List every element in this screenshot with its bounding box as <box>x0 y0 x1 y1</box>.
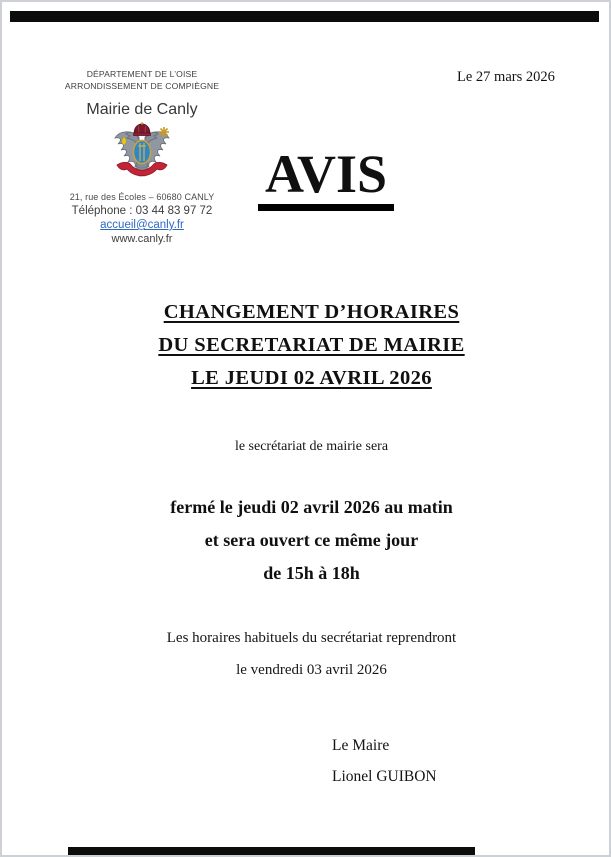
email-link[interactable]: accueil@canly.fr <box>100 218 184 231</box>
signature-role: Le Maire <box>332 737 390 754</box>
heading-line-2: DU SECRETARIAT DE MAIRIE <box>158 334 465 356</box>
followup-line-1: Les horaires habituels du secrétariat reprendront <box>166 630 457 646</box>
address-line: 21, rue des Écoles – 60680 CANLY <box>69 191 215 202</box>
website-line: www.canly.fr <box>111 232 173 245</box>
heading-line-3: LE JEUDI 02 AVRIL 2026 <box>191 367 432 389</box>
emphasis-line-2: et sera ouvert ce même jour <box>204 530 419 550</box>
arrondissement-label: ARRONDISSEMENT DE COMPIÈGNE <box>64 81 220 92</box>
signature-block <box>332 730 437 792</box>
signature-name: Lionel GUIBON <box>332 768 437 785</box>
phone-line: Téléphone : 03 44 83 97 72 <box>71 204 213 217</box>
followup-line-2: le vendredi 03 avril 2026 <box>236 662 387 678</box>
scan-artifact-top-bar <box>10 11 599 22</box>
department-label: DÉPARTEMENT DE L’OISE <box>86 69 198 79</box>
document-date: Le 27 mars 2026 <box>457 69 555 85</box>
schedule-change-text <box>2 491 611 590</box>
municipality-name: Mairie de Canly <box>86 100 198 118</box>
notice-headings <box>2 296 611 395</box>
scan-artifact-bottom-bar <box>68 847 475 857</box>
notice-title: AVIS <box>258 146 394 211</box>
emphasis-line-1: fermé le jeudi 02 avril 2026 au matin <box>170 497 453 517</box>
intro-line: le secrétariat de mairie sera <box>234 439 389 454</box>
emphasis-line-3: de 15h à 18h <box>263 563 360 583</box>
heading-line-1: CHANGEMENT D’HORAIRES <box>163 301 460 323</box>
resume-schedule-text <box>2 622 611 686</box>
